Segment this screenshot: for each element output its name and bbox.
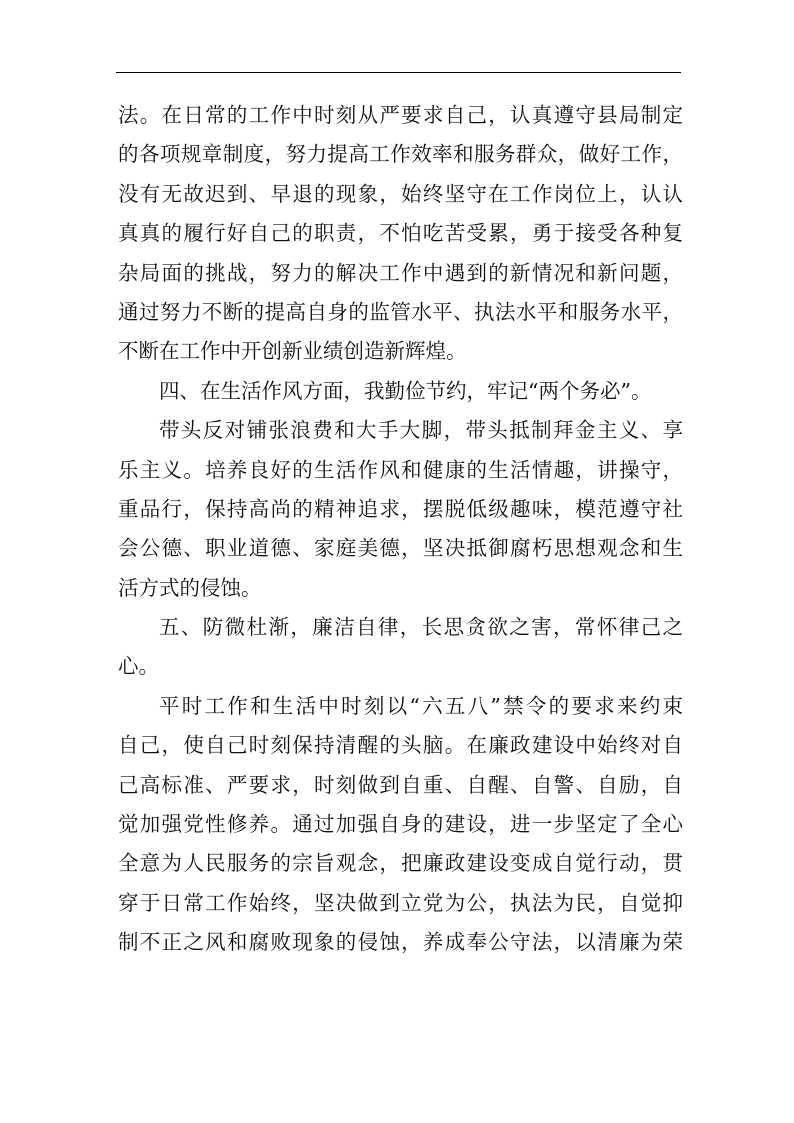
text-line: 不断在工作中开创新业绩创造新辉煌。 — [118, 339, 467, 364]
text-line: 法。在日常的工作中时刻从严要求自己，认真遵守县局制定 — [118, 103, 683, 127]
text-line: 心。 — [118, 654, 159, 679]
text-line: 乐主义。培养良好的生活作风和健康的生活情趣，讲操守， — [118, 457, 683, 482]
text-line: 平时工作和生活中时刻以“六五八”禁令的要求来约束 — [159, 693, 683, 718]
text-line: 重品行，保持高尚的精神追求，摆脱低级趣味，模范遵守社 — [118, 496, 683, 521]
header-rule — [116, 72, 681, 73]
text-line: 全意为人民服务的宗旨观念，把廉政建设变成自觉行动，贯 — [118, 851, 683, 876]
text-line: 四、在生活作风方面，我勤俭节约，牢记“两个务必”。 — [159, 378, 652, 403]
text-line: 通过努力不断的提高自身的监管水平、执法水平和服务水平， — [118, 299, 683, 324]
text-line: 自己，使自己时刻保持清醒的头脑。在廉政建设中始终对自 — [118, 733, 683, 758]
text-line: 没有无故迟到、早退的现象，始终坚守在工作岗位上，认认 — [118, 181, 683, 206]
text-line: 真真的履行好自己的职责，不怕吃苦受累，勇于接受各种复 — [118, 221, 683, 246]
text-line: 的各项规章制度，努力提高工作效率和服务群众，做好工作， — [118, 142, 683, 167]
text-line: 杂局面的挑战，努力的解决工作中遇到的新情况和新问题， — [118, 260, 683, 285]
text-line: 五、防微杜渐，廉洁自律，长思贪欲之害，常怀律己之 — [159, 615, 683, 640]
body-text — [118, 96, 683, 963]
text-line: 活方式的侵蚀。 — [118, 575, 262, 600]
text-line: 觉加强党性修养。通过加强自身的建设，进一步坚定了全心 — [118, 812, 683, 837]
text-line: 会公德、职业道德、家庭美德，坚决抵御腐朽思想观念和生 — [118, 536, 683, 561]
text-line: 穿于日常工作始终，坚决做到立党为公，执法为民，自觉抑 — [118, 890, 683, 915]
text-line: 己高标准、严要求，时刻做到自重、自醒、自警、自励，自 — [118, 772, 683, 797]
text-line: 带头反对铺张浪费和大手大脚，带头抵制拜金主义、享 — [159, 418, 683, 443]
text-line: 制不正之风和腐败现象的侵蚀，养成奉公守法，以清廉为荣 — [118, 930, 683, 955]
